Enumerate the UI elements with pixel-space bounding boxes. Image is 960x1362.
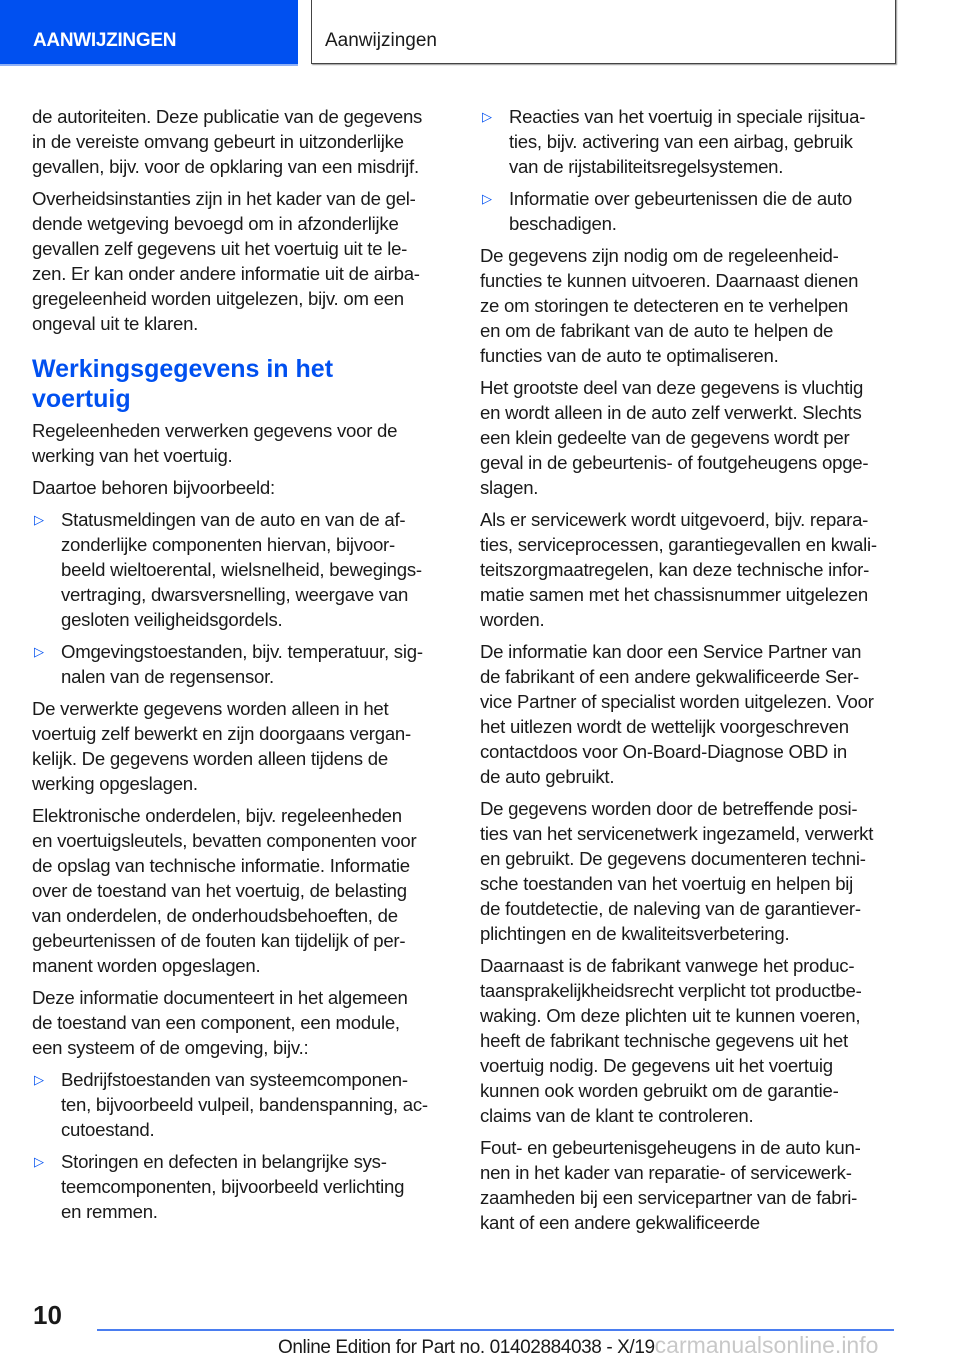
paragraph: [480, 639, 900, 789]
text-line: sche toestanden van het voertuig en helpen bij: [480, 873, 854, 894]
text-line: Het grootste deel van deze gegevens is vluchtig: [480, 377, 864, 398]
text-line: vice Partner of specialist worden uitgelezen. Voor: [480, 691, 874, 712]
text-line: Reacties van het voertuig in speciale rijsitua‐: [509, 106, 866, 127]
watermark: carmanualsonline.info: [654, 1332, 879, 1358]
paragraph: [480, 375, 900, 500]
text-line: en om de fabrikant van de auto te helpen de: [480, 320, 834, 341]
text-line: van onderdelen, de onderhoudsbehoeften, de: [32, 905, 398, 926]
text-line: taansprakelijkheidsrecht verplicht tot productbe‐: [480, 980, 862, 1001]
page-header: [311, 0, 896, 64]
text-line: dende wetgeving bevoegd om in afzonderlijke: [32, 213, 399, 234]
paragraph: [32, 475, 452, 500]
right-column: [480, 104, 900, 1242]
text-line: slagen.: [480, 477, 539, 498]
text-line: de opslag van technische informatie. Informatie: [32, 855, 410, 876]
text-line: voertuig nodig. De gegevens uit het voertuig: [480, 1055, 833, 1076]
text-line: claims van de klant te controleren.: [480, 1105, 754, 1126]
bullet-item: [480, 104, 900, 179]
text-line: een systeem of de omgeving, bijv.:: [32, 1037, 309, 1058]
text-line: Deze informatie documenteert in het algemeen: [32, 987, 408, 1008]
text-line: ze om storingen te detecteren en te verhelpen: [480, 295, 849, 316]
text-line: gesloten veiligheidsgordels.: [61, 609, 283, 630]
text-line: De verwerkte gegevens worden alleen in het: [32, 698, 389, 719]
text-line: ties, bijv. activering van een airbag, gebruik: [509, 131, 853, 152]
text-line: nalen van de regensensor.: [61, 666, 274, 687]
text-line: De gegevens zijn nodig om de regeleenheid‐: [480, 245, 839, 266]
text-line: van de rijstabiliteitsregelsystemen.: [509, 156, 784, 177]
text-line: functies van de auto te optimaliseren.: [480, 345, 779, 366]
text-line: Elektronische onderdelen, bijv. regeleenheden: [32, 805, 402, 826]
bullet-item: [32, 1149, 452, 1224]
text-line: De gegevens worden door de betreffende posi‐: [480, 798, 858, 819]
text-line: teitszorgmaatregelen, kan deze technische infor‐: [480, 559, 870, 580]
footer: [278, 1332, 878, 1359]
text-line: de autoriteiten. Deze publicatie van de gegevens: [32, 106, 423, 127]
bullet-item: [480, 186, 900, 236]
text-line: ten, bijvoorbeeld vulpeil, bandenspanning, ac‐: [61, 1094, 428, 1115]
text-line: zen. Er kan onder andere informatie uit de airba‐: [32, 263, 420, 284]
text-line: gebeurtenissen of de fouten kan tijdelijk of per‐: [32, 930, 406, 951]
paragraph: [480, 953, 900, 1128]
bullet-triangle-icon: ▷: [482, 191, 492, 206]
text-line: de foutdetectie, de naleving van de garantiever‐: [480, 898, 861, 919]
text-line: ties, serviceprocessen, garantiegevallen en kwali‐: [480, 534, 877, 555]
text-line: gevallen zelf gegevens uit het voertuig uit te le‐: [32, 238, 408, 259]
text-line: het uitlezen wordt de wettelijk voorgeschreven: [480, 716, 849, 737]
text-line: manent worden opgeslagen.: [32, 955, 261, 976]
paragraph: [480, 243, 900, 368]
text-line: plichtingen en de kwaliteitsverbetering.: [480, 923, 790, 944]
bullet-triangle-icon: ▷: [482, 109, 492, 124]
text-line: Omgevingstoestanden, bijv. temperatuur, sig‐: [61, 641, 423, 662]
text-line: Als er servicewerk wordt uitgevoerd, bijv. repara‐: [480, 509, 869, 530]
text-line: over de toestand van het voertuig, de belasting: [32, 880, 407, 901]
text-line: in de vereiste omvang gebeurt in uitzonderlijke: [32, 131, 404, 152]
text-line: geval in de gebeurtenis- of foutgeheugens opge‐: [480, 452, 869, 473]
text-line: functies te kunnen uitvoeren. Daarnaast dienen: [480, 270, 859, 291]
edition-text: Online Edition for Part no. 01402884038 - X/19: [278, 1337, 655, 1358]
section-tab-label: AANWIJZINGEN: [33, 30, 177, 51]
text-line: Werkingsgegevens in het: [32, 355, 334, 383]
text-line: kelijk. De gegevens worden alleen tijdens de: [32, 748, 388, 769]
paragraph: [480, 507, 900, 632]
section-tab: [0, 0, 298, 66]
text-line: en gebruikt. De gegevens documenteren techni‐: [480, 848, 866, 869]
text-line: vertraging, dwarsversnelling, weergave van: [61, 584, 409, 605]
text-line: beeld wieltoerental, wielsnelheid, bewegings‐: [61, 559, 422, 580]
text-line: Bedrijfstoestanden van systeemcomponen‐: [61, 1069, 408, 1090]
text-line: worden.: [480, 609, 545, 630]
text-line: Overheidsinstanties zijn in het kader van de gel‐: [32, 188, 416, 209]
text-line: een klein gedeelte van de gegevens wordt per: [480, 427, 850, 448]
text-line: matie samen met het chassisnummer uitgelezen: [480, 584, 868, 605]
bullet-triangle-icon: ▷: [34, 1154, 44, 1169]
page-header-title: Aanwijzingen: [325, 30, 437, 51]
text-line: de auto gebruikt.: [480, 766, 615, 787]
text-line: en wordt alleen in de auto zelf verwerkt. Slechts: [480, 402, 862, 423]
text-line: Daarnaast is de fabrikant vanwege het produc‐: [480, 955, 855, 976]
text-line: waking. Om deze plichten uit te kunnen voeren,: [480, 1005, 861, 1026]
section-heading: [32, 354, 452, 414]
text-line: Regeleenheden verwerken gegevens voor de: [32, 420, 398, 441]
bullet-item: [32, 639, 452, 689]
bullet-triangle-icon: ▷: [34, 1072, 44, 1087]
left-column: [32, 104, 452, 1231]
bullet-triangle-icon: ▷: [34, 512, 44, 527]
text-line: werking opgeslagen.: [32, 773, 198, 794]
text-line: Storingen en defecten in belangrijke sys‐: [61, 1151, 387, 1172]
paragraph: [32, 104, 452, 179]
text-line: gregeleenheid worden uitgelezen, bijv. om een: [32, 288, 404, 309]
page-number: 10: [33, 1300, 62, 1330]
text-line: zaamheden bij een servicepartner van de fabri‐: [480, 1187, 858, 1208]
text-line: beschadigen.: [509, 213, 617, 234]
text-line: en remmen.: [61, 1201, 158, 1222]
text-line: en voertuigsleutels, bevatten componenten voor: [32, 830, 417, 851]
text-line: gevallen, bijv. voor de opklaring van een misdrijf.: [32, 156, 419, 177]
text-line: Informatie over gebeurtenissen die de auto: [509, 188, 853, 209]
text-line: De informatie kan door een Service Partner van: [480, 641, 862, 662]
text-line: de fabrikant of een andere gekwalificeerde Ser‐: [480, 666, 859, 687]
text-line: Fout- en gebeurtenisgeheugens in de auto kun‐: [480, 1137, 861, 1158]
text-line: zonderlijke componenten hiervan, bijvoor‐: [61, 534, 395, 555]
bullet-item: [32, 507, 452, 632]
footer-divider: [97, 1329, 894, 1331]
paragraph: [32, 418, 452, 468]
text-line: werking van het voertuig.: [32, 445, 233, 466]
text-line: ties van het servicenetwerk ingezameld, verwerkt: [480, 823, 874, 844]
text-line: contactdoos voor On-Board-Diagnose OBD in: [480, 741, 847, 762]
text-line: voertuig: [32, 385, 131, 413]
text-line: kant of een andere gekwalificeerde: [480, 1212, 760, 1233]
text-line: ongeval uit te klaren.: [32, 313, 199, 334]
text-line: heeft de fabrikant technische gegevens uit het: [480, 1030, 848, 1051]
paragraph: [32, 186, 452, 336]
paragraph: [480, 1135, 900, 1235]
text-line: cutoestand.: [61, 1119, 155, 1140]
text-line: kunnen ook worden gebruikt om de garantie‐: [480, 1080, 839, 1101]
text-line: nen in het kader van reparatie- of servicewerk‐: [480, 1162, 852, 1183]
paragraph: [32, 696, 452, 796]
text-line: teemcomponenten, bijvoorbeeld verlichting: [61, 1176, 405, 1197]
paragraph: [480, 796, 900, 946]
bullet-triangle-icon: ▷: [34, 644, 44, 659]
text-line: de toestand van een component, een module,: [32, 1012, 400, 1033]
bullet-item: [32, 1067, 452, 1142]
text-line: Daartoe behoren bijvoorbeeld:: [32, 477, 275, 498]
text-line: Statusmeldingen van de auto en van de af‐: [61, 509, 406, 530]
paragraph: [32, 803, 452, 978]
paragraph: [32, 985, 452, 1060]
text-line: voertuig zelf bewerkt en zijn doorgaans vergan‐: [32, 723, 411, 744]
